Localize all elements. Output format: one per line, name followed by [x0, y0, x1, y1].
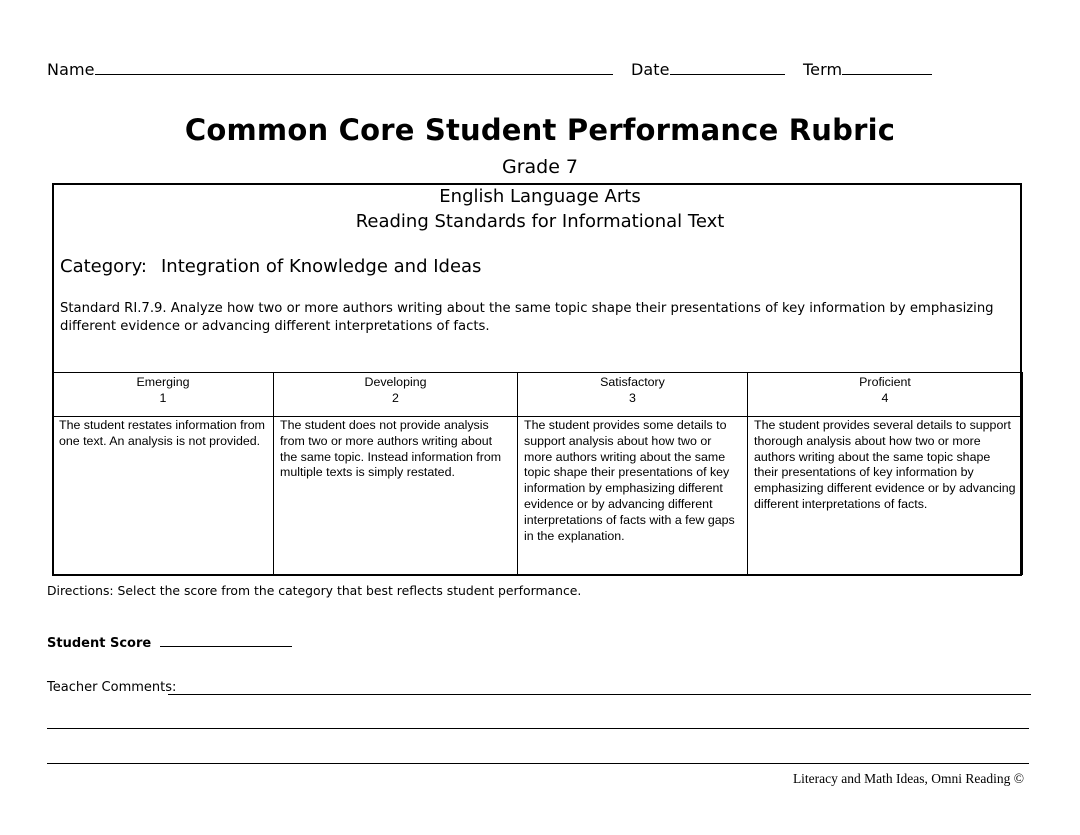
level-score: 2 [392, 390, 399, 405]
subject-heading: English Language Arts [439, 186, 641, 207]
level-header-proficient [748, 373, 1023, 417]
level-name: Satisfactory [600, 375, 665, 389]
student-score-label: Student Score [47, 636, 152, 651]
footer-credit: Literacy and Math Ideas, Omni Reading © [792, 771, 1024, 786]
teacher-comments-field[interactable] [168, 694, 1031, 695]
header-fields [47, 60, 932, 79]
level-score: 3 [629, 390, 636, 405]
student-score-field[interactable] [160, 632, 292, 647]
standard-text: Standard RI.7.9. Analyze how two or more authors writing about the same topic shape their presentations of key information by emphasizing different evidence or advancing different interpretations of facts. [60, 301, 994, 334]
page-title: Common Core Student Performance Rubric [184, 113, 896, 147]
grade-label: Grade 7 [501, 156, 579, 178]
category-value: Integration of Knowledge and Ideas [160, 256, 482, 277]
name-field[interactable] [95, 60, 613, 75]
level-score: 1 [159, 390, 167, 405]
directions-text: Directions: Select the score from the category that best reflects student performance. [47, 583, 582, 598]
term-label: Term [803, 60, 843, 79]
level-description-developing: The student does not provide analysis from two or more authors writing about the same topic. Instead information from multiple texts is simply restated. [274, 417, 518, 575]
level-description-satisfactory: The student provides some details to support analysis about how two or more authors writing about the same topic shape their presentations of key information by emphasizing different evidence or by advancing different interpretations of facts with a few gaps in the explanation. [518, 417, 748, 575]
level-header-emerging [53, 373, 274, 417]
level-name: Proficient [859, 375, 911, 389]
teacher-comments-label: Teacher Comments: [47, 680, 177, 695]
date-field[interactable] [670, 60, 785, 75]
student-score-line [47, 632, 292, 651]
rubric-table [52, 372, 1023, 575]
name-label: Name [47, 60, 95, 79]
category-line [60, 256, 481, 277]
rubric-header-row [53, 373, 1023, 417]
level-name: Developing [364, 375, 427, 389]
teacher-comments-line [47, 680, 176, 695]
level-description-proficient: The student provides several details to support thorough analysis about how two or more authors writing about the same topic shape their presentations of key information by emphasizing different evidence or by advancing different interpretations of facts. [748, 417, 1023, 575]
level-description-emerging: The student restates information from one text. An analysis is not provided. [53, 417, 274, 575]
category-label: Category: [60, 256, 147, 277]
term-field[interactable] [842, 60, 932, 75]
level-score: 4 [881, 390, 889, 405]
level-header-satisfactory [518, 373, 748, 417]
comments-line-3[interactable] [47, 763, 1029, 764]
strand-heading: Reading Standards for Informational Text [355, 211, 725, 232]
level-header-developing [274, 373, 518, 417]
level-name: Emerging [136, 375, 190, 389]
rubric-description-row [53, 417, 1023, 575]
date-label: Date [630, 60, 670, 79]
comments-line-2[interactable] [47, 728, 1029, 729]
